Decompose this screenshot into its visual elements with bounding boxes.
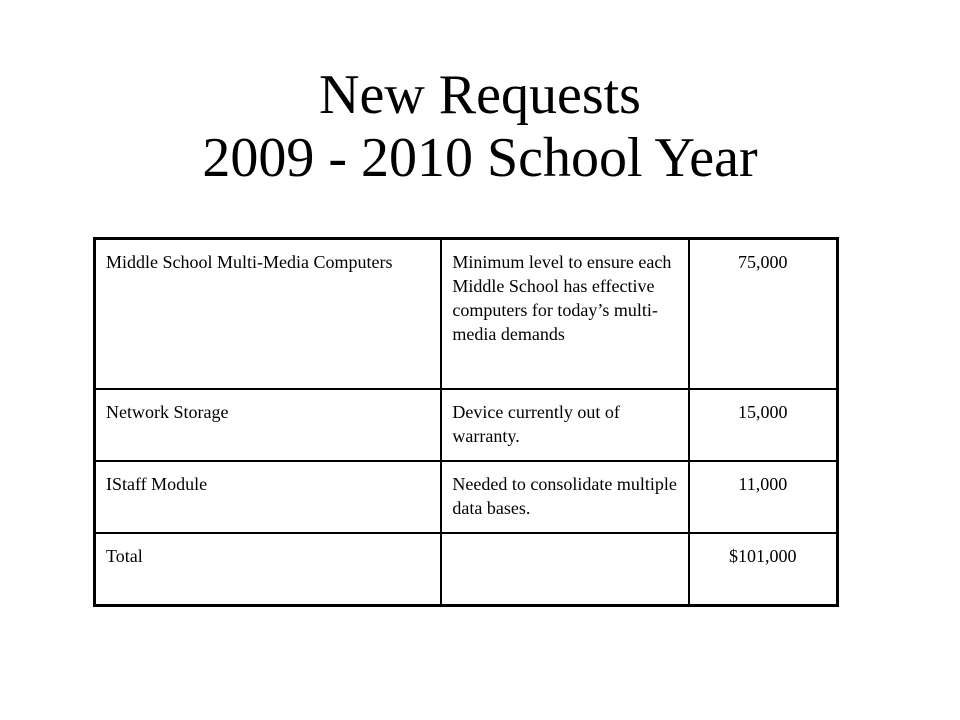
item-cell: IStaff Module [95, 461, 442, 533]
requests-table [93, 237, 839, 607]
empty-description-cell [441, 533, 688, 606]
slide-title-line-1: New Requests [319, 64, 641, 126]
description-cell: Minimum level to ensure each Middle School has effective computers for today’s multi-media demands [441, 239, 688, 390]
table-row [95, 239, 838, 390]
total-label-cell: Total [95, 533, 442, 606]
description-cell: Needed to consolidate multiple data bases. [441, 461, 688, 533]
item-cell: Middle School Multi-Media Computers [95, 239, 442, 390]
amount-cell: 75,000 [689, 239, 838, 390]
item-cell: Network Storage [95, 389, 442, 461]
total-row [95, 533, 838, 606]
table-row [95, 389, 838, 461]
table-row [95, 461, 838, 533]
description-cell: Device currently out of warranty. [441, 389, 688, 461]
amount-cell: 11,000 [689, 461, 838, 533]
total-amount-cell: $101,000 [689, 533, 838, 606]
slide-title-line-2: 2009 - 2010 School Year [202, 127, 758, 189]
slide-title [0, 64, 960, 190]
amount-cell: 15,000 [689, 389, 838, 461]
